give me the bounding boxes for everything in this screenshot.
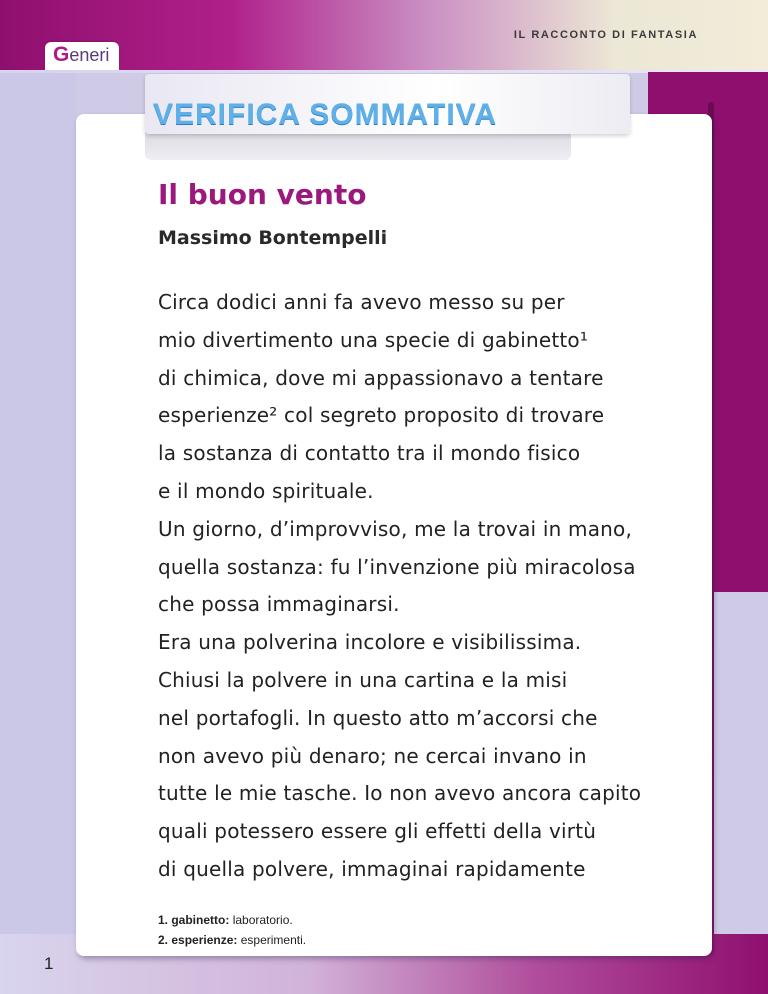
- story-title: Il buon vento: [158, 178, 367, 211]
- footnotes: [158, 910, 306, 950]
- page-number: 1: [44, 954, 54, 973]
- story-author: Massimo Bontempelli: [158, 227, 388, 249]
- body-line: esperienze² col segreto proposito di trovare: [158, 403, 605, 428]
- footnote-2: [158, 930, 306, 950]
- body-line: Chiusi la polvere in una cartina e la misi: [158, 667, 568, 692]
- section-tab-rest: eneri: [69, 45, 110, 65]
- body-line: quali potessero essere gli effetti della virtù: [158, 819, 597, 844]
- banner-shadow: [145, 132, 571, 160]
- body-line: di chimica, dove mi appassionavo a tentare: [158, 365, 604, 390]
- footnote-definition: laboratorio.: [232, 913, 293, 927]
- footnote-definition: esperimenti.: [240, 933, 307, 947]
- section-tab-initial: G: [53, 43, 70, 66]
- footnote-term: 1. gabinetto:: [158, 913, 230, 927]
- footnote-term: 2. esperienze:: [158, 933, 238, 947]
- running-head: IL RACCONTO DI FANTASIA: [513, 29, 698, 41]
- body-line: tutte le mie tasche. Io non avevo ancora capito: [158, 781, 642, 806]
- body-line: che possa immaginarsi.: [158, 592, 400, 617]
- left-decorative-band: [0, 72, 76, 994]
- body-line: e il mondo spirituale.: [158, 478, 374, 503]
- body-line: la sostanza di contatto tra il mondo fisico: [158, 441, 581, 466]
- story-body: [158, 284, 698, 889]
- body-line: Era una polverina incolore e visibilissima.: [158, 630, 582, 655]
- body-line: nel portafogli. In questo atto m’accorsi che: [158, 705, 598, 730]
- body-line: mio divertimento una specie di gabinetto¹: [158, 327, 589, 352]
- footnote-1: [158, 910, 306, 930]
- body-line: quella sostanza: fu l’invenzione più miracolosa: [158, 554, 636, 579]
- body-line: Circa dodici anni fa avevo messo su per: [158, 290, 565, 314]
- body-line: di quella polvere, immaginai rapidamente: [158, 856, 586, 881]
- banner-title: VERIFICA SOMMATIVA: [153, 98, 498, 131]
- body-line: Un giorno, d’improvviso, me la trovai in mano,: [158, 516, 633, 541]
- section-tab-label: [53, 43, 109, 67]
- body-line: non avevo più denaro; ne cercai invano in: [158, 743, 587, 768]
